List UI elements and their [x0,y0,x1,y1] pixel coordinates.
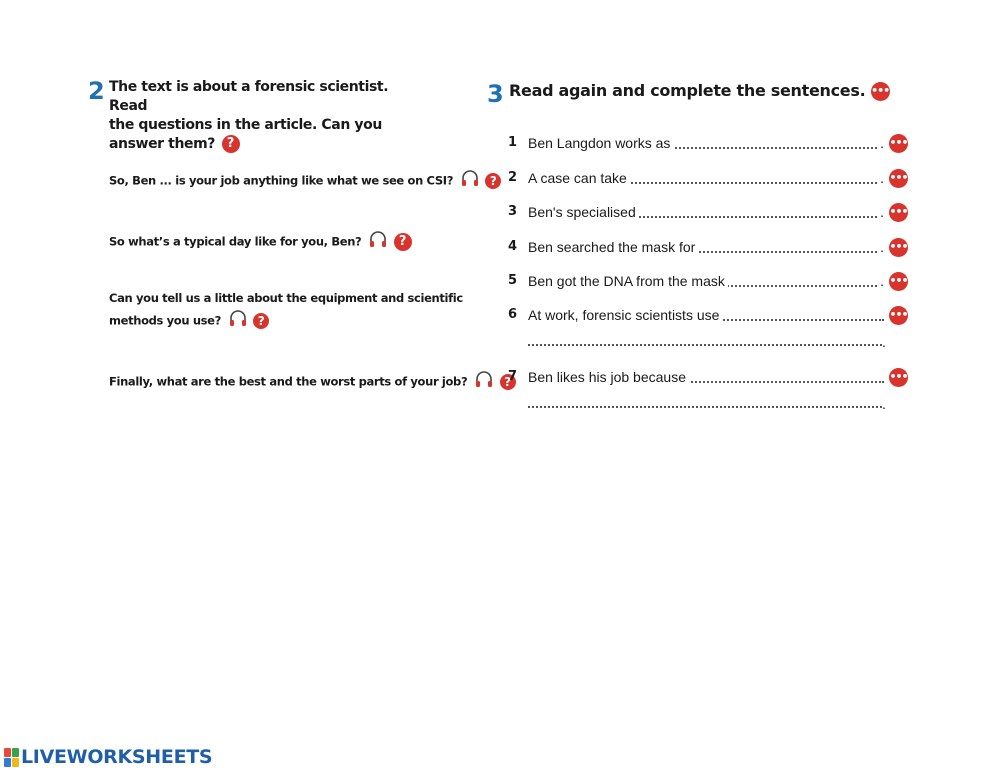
sentence-period: . [882,396,886,412]
question-icon[interactable]: ? [485,173,501,189]
sentence-row [508,367,910,387]
sentence-text: Ben Langdon works as [528,133,673,153]
sentence-period: . [880,170,884,186]
answer-blank-continuation[interactable] [528,332,882,346]
question-icon[interactable]: ? [253,313,269,329]
answer-dots-icon[interactable]: ••• [871,82,890,101]
question-4: Finally, what are the best and the worst parts of your job? ? [109,369,516,395]
sentence-text: Ben likes his job because [528,367,689,387]
question-icon[interactable]: ? [394,233,412,251]
answer-dots-icon[interactable]: ••• [889,272,908,291]
sentence-number: 4 [508,239,518,254]
sentence-text: A case can take [528,168,630,188]
sentence-number: 1 [508,135,518,150]
logo-text: LIVEWORKSHEETS [21,746,213,768]
sentence-period: . [880,204,884,220]
headphones-icon[interactable] [460,168,480,194]
exercise-2-instruction [109,78,409,154]
question-3: Can you tell us a little about the equipment and scientific methods you use? ? [109,289,463,334]
question-2: So what’s a typical day like for you, Ben? ? [109,229,412,255]
logo-mark-icon [4,748,19,767]
sentence-period: . [880,239,884,255]
sentence-row [508,237,910,257]
sentence-row [508,305,910,325]
sentence-row [508,202,910,222]
exercise-3-number: 3 [487,80,504,108]
exercise-3-instruction: Read again and complete the sentences. ••• [509,81,890,100]
sentence-number: 7 [508,369,518,384]
answer-dots-icon[interactable]: ••• [889,368,908,387]
sentence-text: Ben searched the mask for [528,237,698,257]
question-icon[interactable]: ? [222,135,240,153]
answer-blank-continuation[interactable] [528,394,882,408]
exercise-2-number: 2 [88,77,105,105]
liveworksheets-logo [4,745,212,769]
instruction-line: The text is about a forensic scientist. Read [109,79,389,114]
question-1: So, Ben ... is your job anything like what we see on CSI? ? [109,168,501,194]
sentence-text: Ben got the DNA from the mask [528,271,728,291]
answer-dots-icon[interactable]: ••• [889,203,908,222]
instruction-line: answer them? ? [109,135,409,154]
answer-dots-icon[interactable]: ••• [889,238,908,257]
answer-dots-icon[interactable]: ••• [889,134,908,153]
sentence-row [508,168,910,188]
instruction-line: the questions in the article. Can you [109,117,382,133]
sentence-period: . [880,273,884,289]
sentence-number: 5 [508,273,518,288]
headphones-icon[interactable] [474,369,494,395]
headphones-icon[interactable] [228,308,248,334]
sentence-period: . [882,334,886,350]
answer-dots-icon[interactable]: ••• [889,306,908,325]
sentence-period: . [880,135,884,151]
sentence-row [508,133,910,153]
sentence-number: 2 [508,170,518,185]
sentence-text: Ben's specialised [528,202,639,222]
sentence-text: At work, forensic scientists use [528,305,722,325]
sentence-row [508,271,910,291]
headphones-icon[interactable] [368,229,388,255]
sentence-number: 3 [508,204,518,219]
answer-dots-icon[interactable]: ••• [889,169,908,188]
sentence-number: 6 [508,307,518,322]
question-icon[interactable]: ? [500,374,516,390]
